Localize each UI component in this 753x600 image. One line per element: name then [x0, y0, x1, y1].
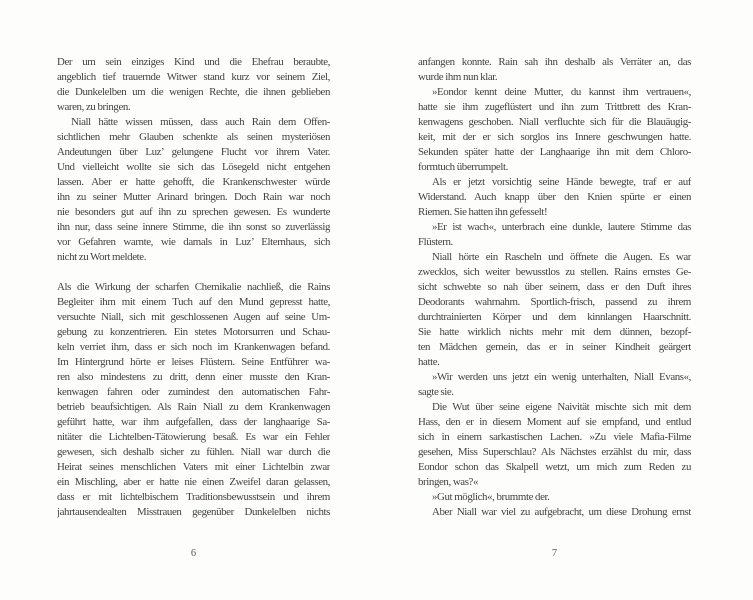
text-line: waren, zu bringen. — [57, 101, 131, 113]
text-line: sagte sie. — [418, 386, 454, 398]
text-line: ten Mädchen gemein, das er in seiner Kindheit geärgert — [418, 341, 691, 353]
text-line: »Wir werden uns jetzt ein wenig unterhalten, Niall Evans«, — [432, 371, 691, 383]
text-line: Begleiter ihm mit einem Tuch auf den Mund gepresst hatte, — [57, 296, 330, 308]
text-line: Sekunden später hatte der Langhaarige ihn mit dem Chloro- — [418, 146, 691, 158]
text-line: Deodorants wahrnahm. Sportlich-frisch, passend zu ihrem — [418, 296, 691, 308]
text-line: Niall hätte wissen müssen, dass auch Rain dem Offen- — [71, 116, 330, 128]
text-line: betrieb beaufsichtigen. Als Rain Niall zu dem Krankenwagen — [57, 401, 330, 413]
text-line: Eondor schon das Skalpell wetzt, um mich zum Reden zu — [418, 461, 691, 473]
text-line: bringen, was?« — [418, 476, 479, 488]
text-line: die Dunkelelben um die wenigen Rechte, die ihnen geblieben — [57, 86, 330, 98]
text-line: sich in einem sarkastischen Lachen. »Zu viele Mafia-Filme — [418, 431, 691, 443]
text-line: nicht zu Wort meldete. — [57, 251, 147, 263]
text-line: Heirat seines menschlichen Vaters mit einer Lichtelbin zwar — [57, 461, 330, 473]
text-line: vor Gefahren warnte, wie damals in Luz’ Elternhaus, sich — [57, 236, 330, 248]
text-line: gebung zu konzentrieren. Ein stetes Motorsurren und Schau- — [57, 326, 330, 338]
text-line: Niall hörte ein Rascheln und öffnete die Augen. Es war — [432, 251, 691, 263]
text-line: Hass, den er in diesem Moment auf sie empfand, und entlud — [418, 416, 691, 428]
text-line: keit, mit der er sich sorglos ins Innere geschwungen hatte. — [418, 131, 691, 143]
text-line: hatte sie ihm zugeflüstert und ihn zum Trittbrett des Kran- — [418, 101, 691, 113]
text-line: anfangen konnte. Rain sah ihn deshalb als Verräter an, das — [418, 56, 691, 68]
text-line: versuchte Niall, sich mit geschlossenen Augen auf seine Um- — [57, 311, 330, 323]
text-line: ein Mischling, aber er hatte nie einen Zweifel daran gelassen, — [57, 476, 330, 488]
text-line: gesehen, Miss Superschlau? Als Nächstes erzählst du mir, dass — [418, 446, 691, 458]
text-line: keln verriet ihm, dass er sich noch im Krankenwagen befand. — [57, 341, 330, 353]
scene-break — [57, 265, 330, 280]
text-line: ren also mindestens zu dritt, denn einer musste den Kran- — [57, 371, 330, 383]
text-line: sichtlichen mehr Glauben schenkte als seinen mysteriösen — [57, 131, 330, 143]
text-line: Als er jetzt vorsichtig seine Hände bewegte, traf er auf — [432, 176, 691, 188]
page-number-right: 7 — [551, 548, 558, 559]
text-line: »Er ist wach«, unterbrach eine dunkle, lautere Stimme das — [432, 221, 691, 233]
text-line: »Eondor kennt deine Mutter, du kannst ihm vertrauen«, — [432, 86, 691, 98]
text-line: nitäter die Lichtelben-Tätowierung besaß. Es war ein Fehler — [57, 431, 330, 443]
text-line: Riemen. Sie hatten ihn gefesselt! — [418, 206, 548, 218]
text-line: Aber Niall war viel zu aufgebracht, um diese Drohung ernst — [432, 506, 691, 518]
page-left — [57, 55, 330, 520]
text-line: hatte. — [418, 356, 440, 368]
text-line: Flüstern. — [418, 236, 453, 248]
text-line: lassen. Aber er hatte gehofft, die Krankenschwester würde — [57, 176, 330, 188]
text-line: wurde ihm nun klar. — [418, 71, 498, 83]
text-line: Der um sein einziges Kind und die Ehefrau beraubte, — [57, 56, 330, 68]
text-line: dass er mit lichtelbischem Traditionsbewusstsein und ihrem — [57, 491, 330, 503]
text-line: Andeutungen über Luz’ gelungene Flucht vor ihrem Vater. — [57, 146, 330, 158]
text-line: formtuch überrumpelt. — [418, 161, 508, 173]
text-line: geführt hatte, war ihm aufgefallen, dass der langhaarige Sa- — [57, 416, 330, 428]
text-line: gewesen, sich deshalb sicher zu fühlen. Niall war durch die — [57, 446, 330, 458]
text-line: Sie hatte wirklich nichts mehr mit dem dünnen, bezopf- — [418, 326, 691, 338]
text-line: durchtrainierten Körper und dem kinnlangen Haarschnitt. — [418, 311, 691, 323]
text-line: sicht schwebte so nah über seinem, dass er den Duft ihres — [418, 281, 691, 293]
text-line: »Gut möglich«, brummte der. — [432, 491, 550, 503]
text-line: Als die Wirkung der scharfen Chemikalie nachließ, die Rains — [57, 281, 330, 293]
text-line: kenwagen fahren oder zumindest den automatischen Fahr- — [57, 386, 330, 398]
page-number-left: 6 — [190, 548, 197, 559]
text-line: ihn zu seiner Mutter Arinard bringen. Doch Rain war noch — [57, 191, 330, 203]
text-line: zwecklos, sich weiter bewusstlos zu stellen. Rains ernstes Ge- — [418, 266, 691, 278]
page-right — [418, 55, 691, 520]
text-line: Und vielleicht wollte sie sich das Lösegeld nicht entgehen — [57, 161, 330, 173]
text-line: Die Wut über seine eigene Naivität mischte sich mit dem — [432, 401, 691, 413]
text-line: Im Hintergrund hörte er leises Flüstern. Seine Entführer wa- — [57, 356, 330, 368]
text-line: kenwagens geschoben. Niall verfluchte sich für die Blauäugig- — [418, 116, 691, 128]
text-line: angeblich tief trauernde Witwer stand kurz vor seinem Ziel, — [57, 71, 330, 83]
text-line: jahrtausendealten Misstrauen gegenüber Dunkelelben nichts — [57, 506, 330, 518]
text-line: ihn nur, dass seine innere Stimme, die ihn sonst so zuverlässig — [57, 221, 330, 233]
text-line: nie besonders gut auf ihn zu sprechen gewesen. Es wunderte — [57, 206, 330, 218]
text-line: Widerstand. Auch knapp über den Knien spürte er einen — [418, 191, 691, 203]
